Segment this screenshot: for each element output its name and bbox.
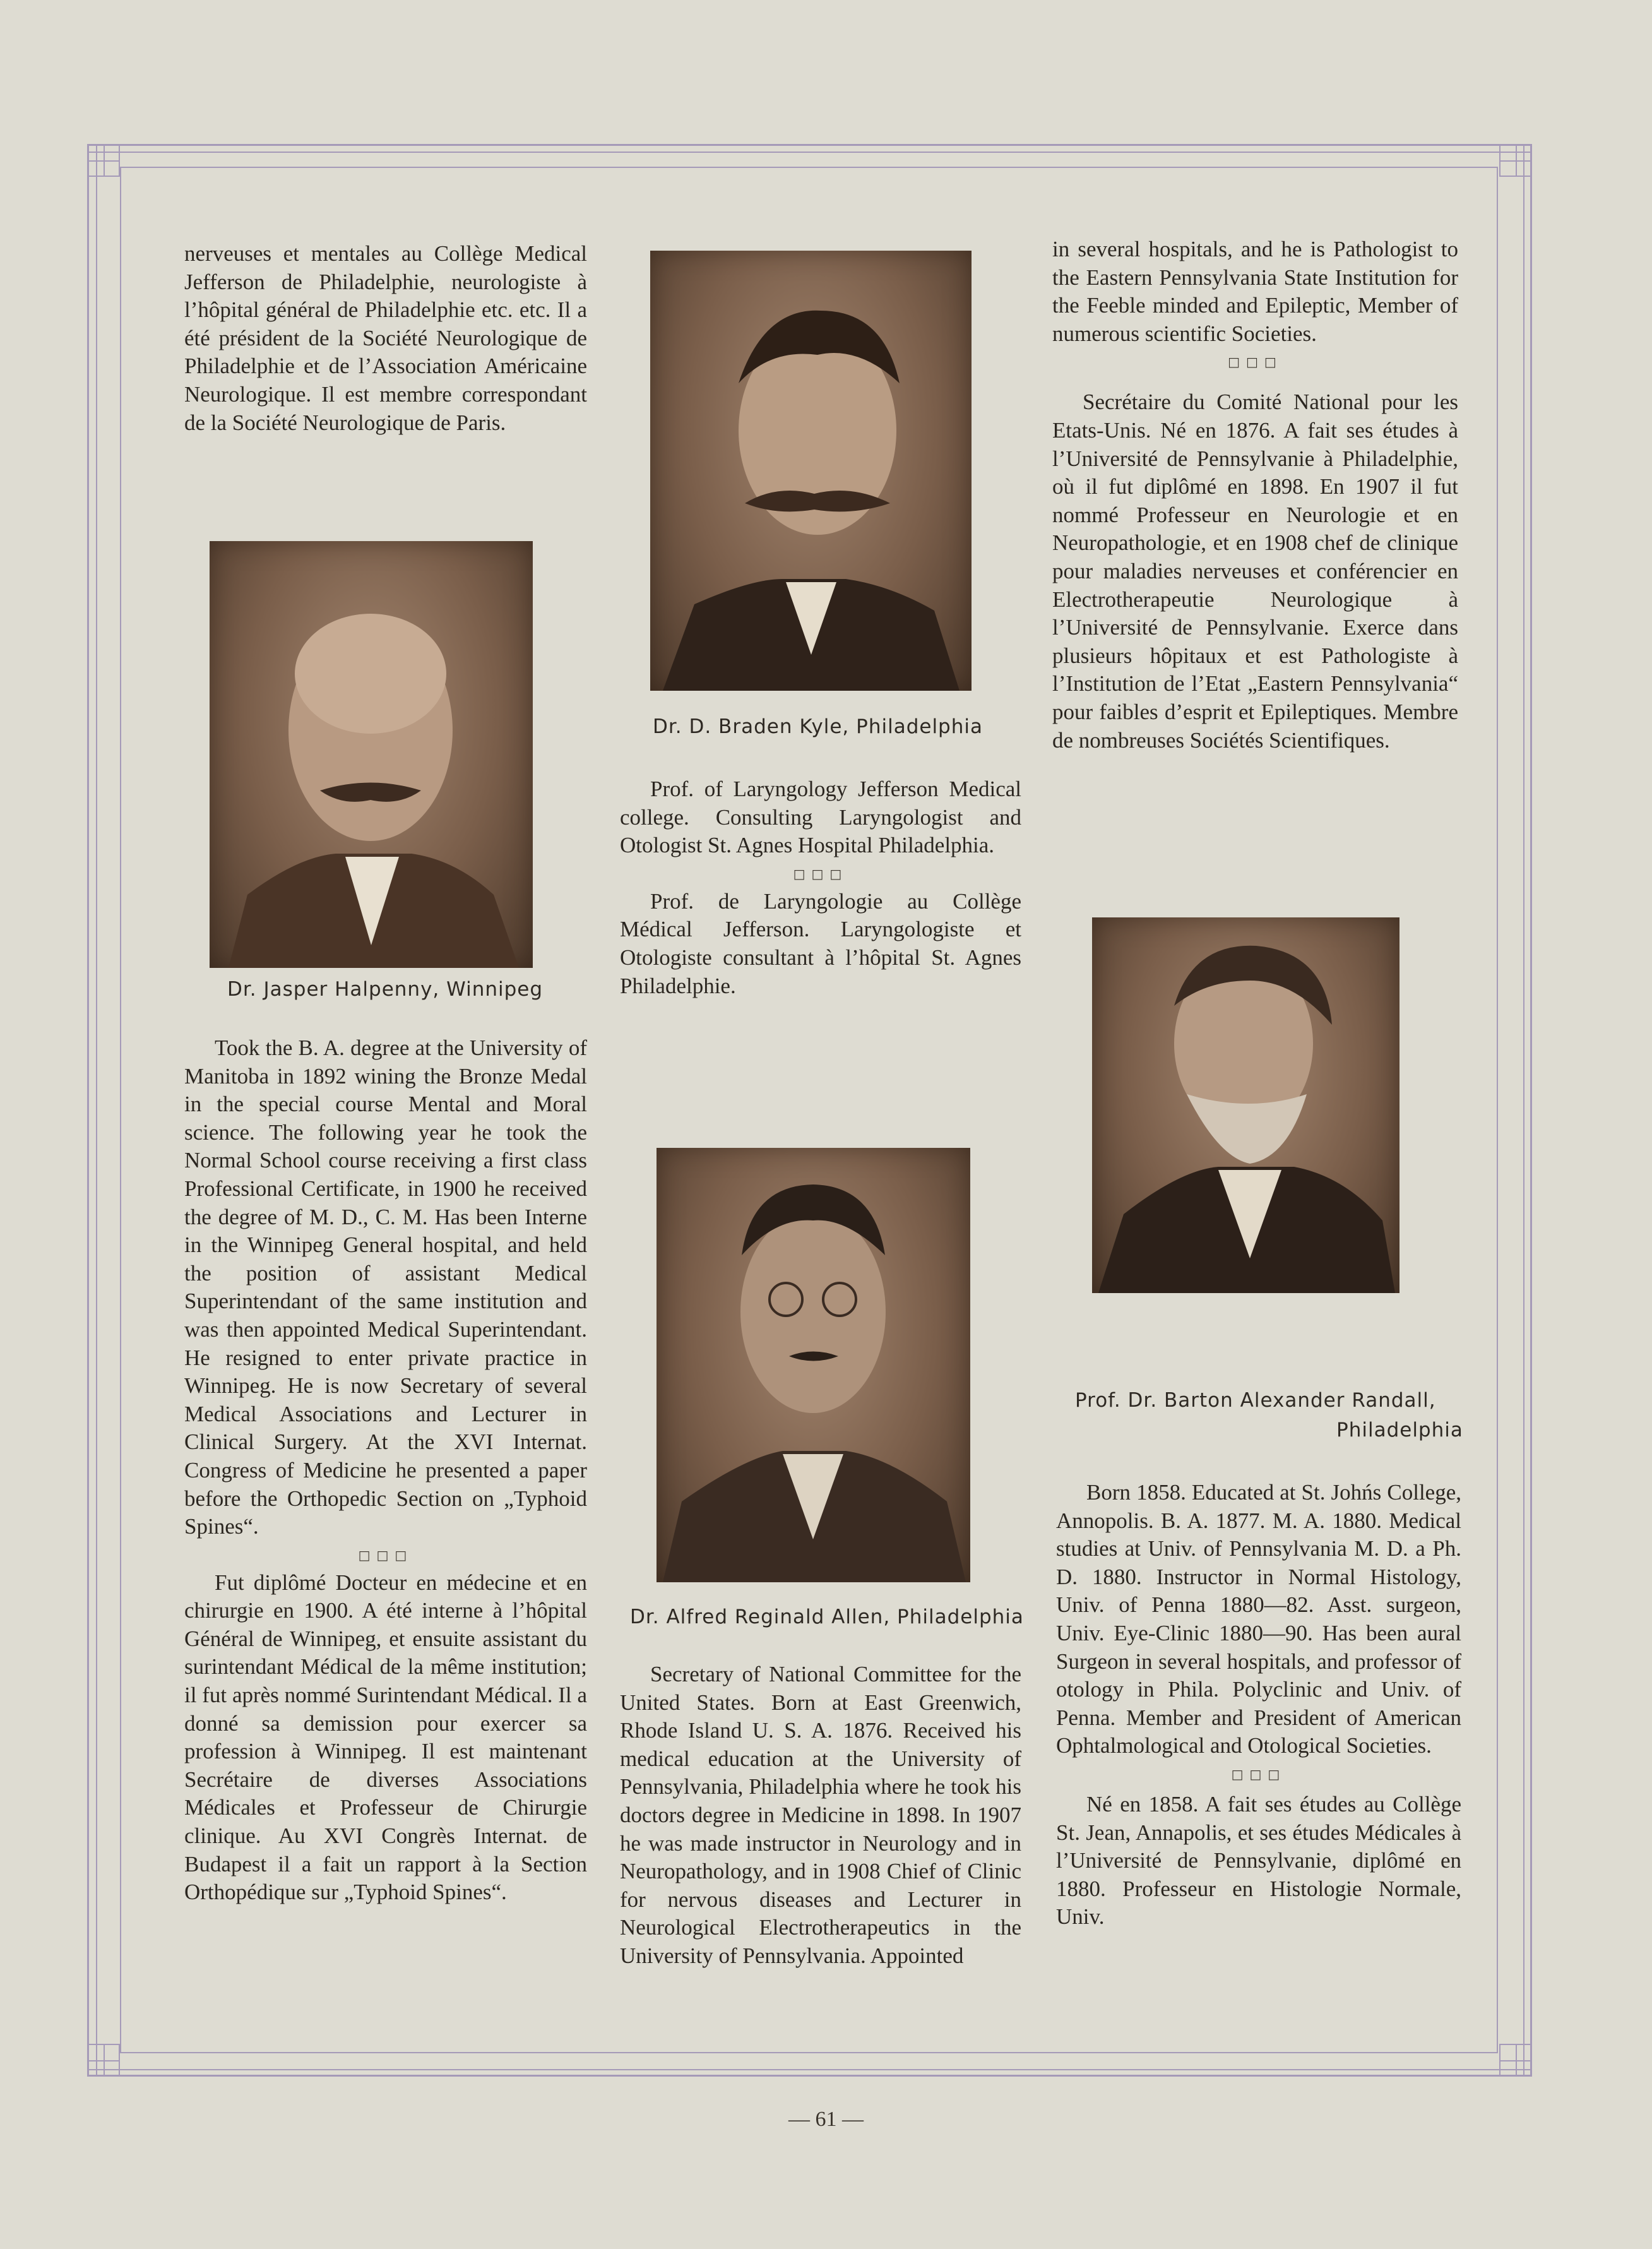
section-ornament: □□□ — [358, 1547, 413, 1563]
photo-caption-randall-line2: Philadelphia — [1336, 1419, 1463, 1441]
frame-rule-right — [1523, 144, 1524, 2077]
text-paragraph: Prof. of Laryngology Jefferson Medical college. Consulting Laryngologist and Otologist St. Agnes Hospital Philadelphia. — [620, 777, 1021, 858]
photo-caption-allen: Dr. Alfred Reginald Allen, Philadelphia — [630, 1606, 1024, 1628]
portrait-figure — [650, 251, 972, 691]
column-3-randall-text — [1056, 1479, 1461, 1931]
frame-rule-left — [96, 144, 97, 2077]
portrait-photo-halpenny — [210, 541, 533, 968]
column-1-body — [184, 1034, 587, 1907]
section-ornament: □□□ — [793, 866, 848, 881]
text-paragraph: Secrétaire du Comité National pour les Etats-Unis. Né en 1876. A fait ses études à l’Université de Pennsylvanie à Philadelphie, où il fut diplômé en 1898. En 1907 il fut nommé Professeur en Neurologie et en Neuropathologie, et en 1908 chef de clinique pour maladies nerveuses et conférencier en Electrotherapeutie Neurologique à l’Université de Pennsylvanie. Exerce dans plusieurs hôpitaux et est Pathologiste à l’Institution de l’Etat „Eastern Pennsylvania“ pour faibles d’esprit et Epileptiques. Membre de nombreuses Sociétés Scientifiques. — [1052, 390, 1458, 753]
portrait-figure — [657, 1148, 970, 1582]
page-number: — 61 — — [788, 2108, 864, 2131]
section-ornament: □□□ — [1228, 354, 1283, 370]
text-paragraph: in several hospitals, and he is Pathologist to the Eastern Pennsylvania State Institution for the Feeble minded and Epileptic, Member of numerous scientific Societies. — [1052, 237, 1458, 346]
portrait-figure — [1092, 917, 1399, 1293]
frame-corner-ornament — [87, 144, 120, 177]
text-paragraph: Fut diplômé Docteur en médecine et en chirurgie en 1900. A été interne à l’hôpital Général de Winnipeg, et ensuite assistant du surintendant Médical de la même institution; il fut après nommé Surintendant Médical. Il a donné sa demission pour exercer sa profession à Winnipeg. Il est maintenant Secrétaire de diverses Associations Médicales et Professeur de Chirurgie clinique. Au XVI Congrès Internat. de Budapest il a fait un rapport à la Section Orthopédique sur „Typhoid Spines“. — [184, 1570, 587, 1905]
column-3-top — [1052, 236, 1458, 755]
frame-rule-top — [87, 152, 1532, 153]
frame-corner-ornament — [1499, 144, 1532, 177]
text-paragraph: Secretary of National Committee for the United States. Born at East Greenwich, Rhode Island U. S. A. 1876. Received his medical education at the University of Pennsylvania, Philadelphia where he took his doctors degree in Medicine in 1898. In 1907 he was made instructor in Neurology and in Neuropathology, and in 1908 Chief of Clinic for nervous diseases and Lecturer in Neurological Electrotherapeutics in the University of Pennsylvania. Appointed — [620, 1662, 1021, 1968]
frame-corner-ornament — [87, 2044, 120, 2077]
portrait-photo-kyle — [650, 251, 972, 691]
portrait-figure — [210, 541, 533, 968]
column-2-kyle-text — [620, 775, 1021, 1000]
column-2-allen-text — [620, 1661, 1021, 1971]
text-paragraph: Né en 1858. A fait ses études au Collège St. Jean, Annapolis, et ses études Médicales à l’Université de Pennsylvanie, diplômé en 1880. Professeur en Histologie Normale, Univ. — [1056, 1791, 1461, 1930]
portrait-photo-randall — [1092, 917, 1399, 1293]
section-ornament: □□□ — [1231, 1766, 1287, 1782]
text-paragraph: Prof. de Laryngologie au Collège Médical Jefferson. Laryngologiste et Otologiste consultant à l’hôpital St. Agnes Philadelphie. — [620, 888, 1021, 998]
portrait-photo-allen — [657, 1148, 970, 1582]
text-paragraph: Took the B. A. degree at the University of Manitoba in 1892 wining the Bronze Medal in the special course Mental and Moral science. The following year he took the Normal School course receiving a first class Professional Certificate, in 1900 he received the degree of M. D., C. M. Has been Interne in the Winnipeg General hospital, and held the position of assistant Medical Superintendant of the same institution and was then appointed Medical Superintendant. He resigned to enter private practice in Winnipeg. He is now Secretary of several Medical Associations and Lecturer in Clinical Surgery. At the XVI Internat. Congress of Medicine he presented a paper before the Orthopedic Section on „Typhoid Spines“. — [184, 1035, 587, 1539]
frame-corner-ornament — [1499, 2044, 1532, 2077]
text-paragraph: nerveuses et mentales au Collège Medical Jefferson de Philadelphie, neurologiste à l’hôpital général de Philadelphie etc. etc. Il a été président de la Société Neurologique de Philadelphie et de l’Association Américaine Neurologique. Il est membre correspondant de la Société Neurologique de Paris. — [184, 241, 587, 435]
frame-rule-bottom — [87, 2069, 1532, 2070]
photo-caption-kyle: Dr. D. Braden Kyle, Philadelphia — [653, 715, 983, 738]
column-1-intro — [184, 240, 587, 437]
photo-caption-halpenny: Dr. Jasper Halpenny, Winnipeg — [227, 978, 544, 1001]
photo-caption-randall-line1: Prof. Dr. Barton Alexander Randall, — [1075, 1389, 1436, 1412]
text-paragraph: Born 1858. Educated at St. Johńs College, Annopolis. B. A. 1877. M. A. 1880. Medical studies at Univ. of Pennsylvania M. D. a Ph. D. 1880. Instructor in Normal Histology, Univ. of Penna 1880—82. Asst. surgeon, Univ. Eye-Clinic 1880—90. Has been aural Surgeon in several hospitals, and professor of otology in Phila. Polyclinic and Univ. of Penna. Member and President of American Ophtalmological and Otological Societies. — [1056, 1480, 1461, 1758]
